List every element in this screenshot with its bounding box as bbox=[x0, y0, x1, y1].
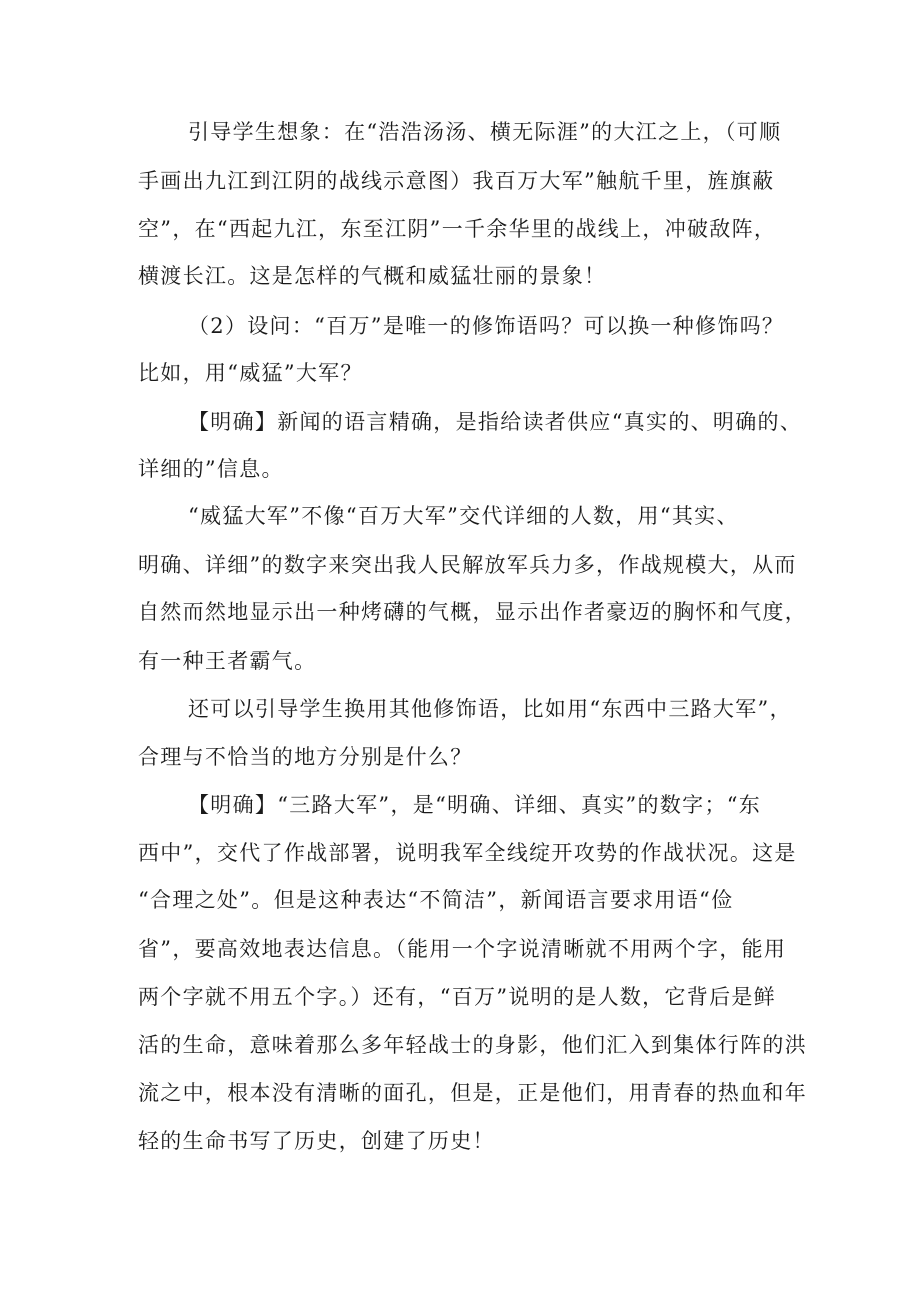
text-line: “威猛大军”不像“百万大军”交代详细的人数，用“其实、 bbox=[188, 504, 739, 528]
text-line: 有一种王者霸气。 bbox=[138, 649, 317, 673]
text-line: （2）设问：“百万”是唯一的修饰语吗？可以换一种修饰吗？ bbox=[188, 314, 785, 338]
text-line: 省”，要高效地表达信息。（能用一个字说清晰就不用两个字，能用 bbox=[138, 937, 787, 961]
text-line: 还可以引导学生换用其他修饰语，比如用“东西中三路大军”， bbox=[188, 697, 792, 721]
text-line: 比如，用“威猛”大军？ bbox=[138, 361, 363, 385]
text-line: 手画出九江到江阴的战线示意图）我百万大军”触航千里，旌旗蔽 bbox=[138, 169, 775, 193]
text-line: 轻的生命书写了历史，创建了历史！ bbox=[138, 1129, 495, 1153]
text-line: 空”，在“西起九江，东至江阴”一千余华里的战线上，冲破敌阵， bbox=[138, 217, 777, 241]
text-line: 【明确】“三路大军”，是“明确、详细、真实”的数字；“东 bbox=[188, 793, 762, 817]
text-line: 合理与不恰当的地方分别是什么？ bbox=[138, 745, 473, 769]
text-line: 活的生命，意味着那么多年轻战士的身影，他们汇入到集体行阵的洪 bbox=[138, 1033, 807, 1057]
text-line: 横渡长江。这是怎样的气概和威猛壮丽的景象！ bbox=[138, 264, 607, 288]
text-line: 明确、详细”的数字来突出我人民解放军兵力多，作战规模大，从而 bbox=[138, 553, 797, 577]
text-line: 【明确】新闻的语言精确，是指给读者供应“真实的、明确的、 bbox=[188, 410, 803, 434]
text-line: 西中”，交代了作战部署，说明我军全线绽开攻势的作战状况。这是 bbox=[138, 841, 797, 865]
text-line: “合理之处”。但是这种表达“不简洁”，新闻语言要求用语“俭 bbox=[138, 888, 734, 912]
text-line: 引导学生想象：在“浩浩汤汤、横无际涯”的大江之上，（可顺 bbox=[188, 120, 782, 144]
text-line: 流之中，根本没有清晰的面孔，但是，正是他们，用青春的热血和年 bbox=[138, 1081, 807, 1105]
text-line: 详细的”信息。 bbox=[138, 457, 284, 481]
text-line: 自然而然地显示出一种烤礴的气概，显示出作者豪迈的胸怀和气度， bbox=[138, 600, 807, 624]
text-line: 两个字就不用五个字。）还有，“百万”说明的是人数，它背后是鲜 bbox=[138, 985, 776, 1009]
